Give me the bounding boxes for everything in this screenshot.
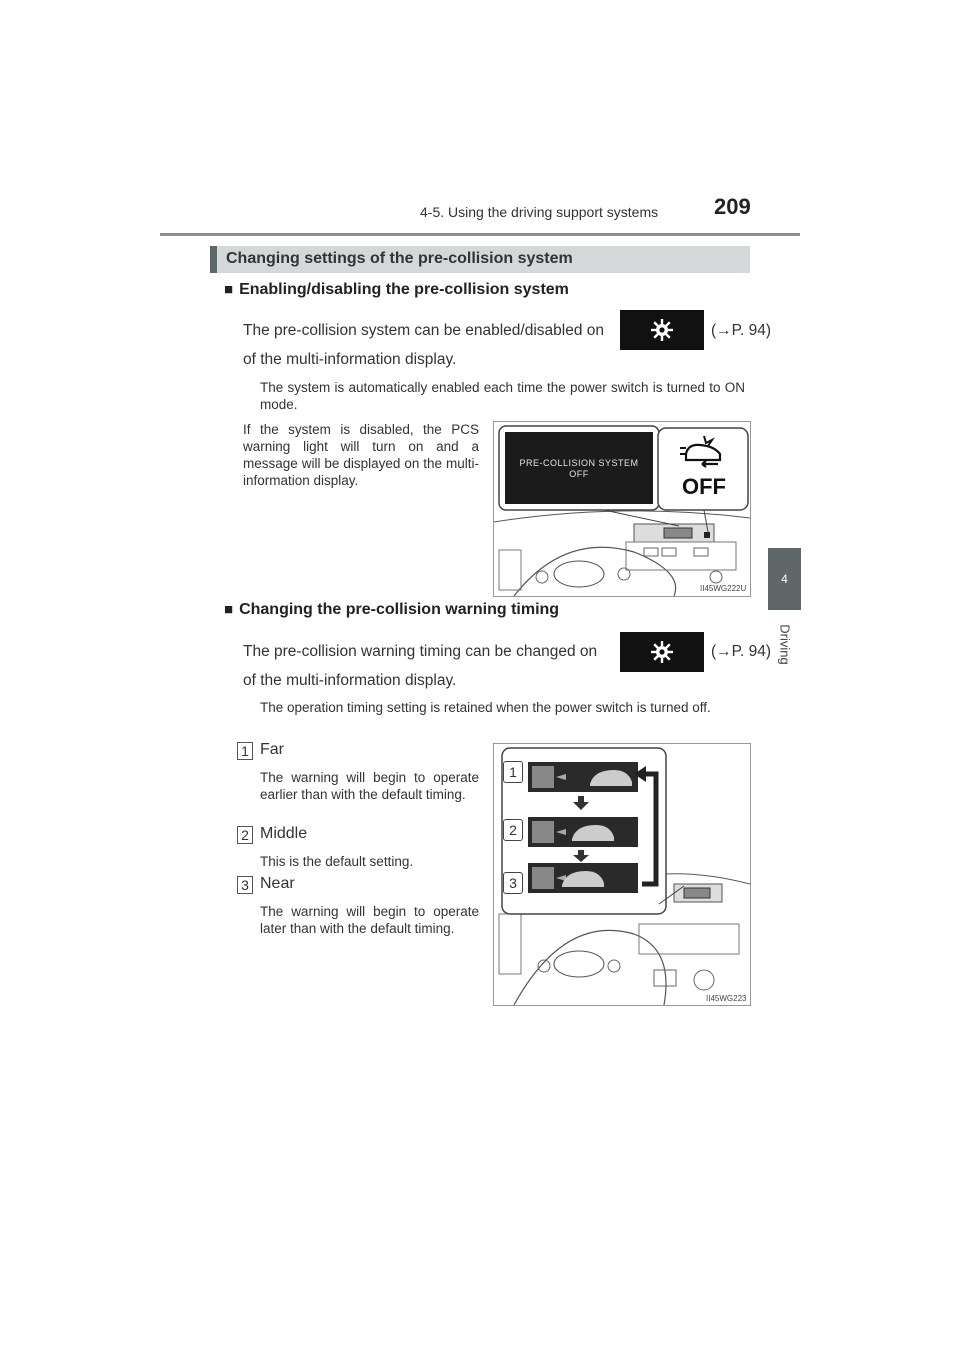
option-number: 3 (237, 876, 253, 894)
section-breadcrumb: 4-5. Using the driving support systems (420, 204, 659, 220)
subheading-enable-disable: ■ Enabling/disabling the pre-collision system (224, 281, 569, 298)
dashboard-timing-illustration (494, 744, 750, 1005)
pcs-off-message: PRE-COLLISION SYSTEM OFF (519, 458, 639, 479)
figure-option-number: 1 (503, 761, 523, 783)
option-middle-label: Middle (260, 825, 308, 842)
gear-icon (650, 640, 674, 664)
option-near-label: Near (260, 875, 295, 892)
enable-instruction-line2: of the multi-information display. (243, 351, 457, 368)
option-near-desc: The warning will begin to operate later than with the default timing. (260, 904, 479, 936)
title-accent (210, 246, 217, 273)
settings-gear-button[interactable] (620, 632, 704, 672)
option-far-label: Far (260, 741, 284, 758)
option-number: 2 (237, 826, 253, 844)
page-reference-link[interactable]: (→P. 94) (711, 643, 772, 660)
page-number: 209 (714, 194, 751, 219)
section-title: Changing settings of the pre-collision system (226, 250, 573, 267)
figure-warning-timing-options (493, 743, 751, 1006)
subheading-warning-timing: ■ Changing the pre-collision warning timing (224, 601, 560, 618)
timing-retained-note: The operation timing setting is retained when the power switch is turned off. (260, 700, 711, 715)
figure-option-number: 2 (503, 819, 523, 841)
chapter-label: Driving (777, 623, 793, 665)
timing-screen-far (528, 762, 638, 792)
gear-icon (650, 318, 674, 342)
chapter-number: 4 (781, 572, 788, 586)
chapter-tab[interactable] (768, 548, 801, 610)
settings-gear-button[interactable] (620, 310, 704, 350)
pcs-warning-icon (678, 434, 728, 470)
option-middle-desc: This is the default setting. (260, 854, 414, 869)
auto-enable-note: The system is automatically enabled each time the power switch is turned to ON mode. (260, 380, 745, 412)
enable-instruction-line1: The pre-collision system can be enabled/disabled on (243, 322, 605, 339)
off-indicator-label: OFF (682, 474, 726, 499)
option-far-desc: The warning will begin to operate earlier than with the default timing. (260, 770, 479, 802)
timing-screen-near (528, 863, 638, 893)
square-bullet-icon: ■ (224, 601, 234, 618)
option-number: 1 (237, 742, 253, 760)
header-rule (160, 233, 800, 236)
figure-option-number: 3 (503, 872, 523, 894)
timing-instruction-line1: The pre-collision warning timing can be changed on (243, 643, 598, 660)
timing-screen-middle (528, 817, 638, 847)
square-bullet-icon: ■ (224, 281, 234, 298)
figure-pcs-off-display (493, 421, 751, 597)
timing-instruction-line2: of the multi-information display. (243, 672, 457, 689)
disabled-info-text: If the system is disabled, the PCS warning light will turn on and a message will be displayed on the multi-information display. (243, 422, 479, 488)
section-title-bar (210, 246, 750, 273)
figure-code: II45WG223 (706, 994, 747, 1003)
figure-code: II45WG222U (700, 584, 747, 593)
page-reference-link[interactable]: (→P. 94) (711, 322, 772, 339)
